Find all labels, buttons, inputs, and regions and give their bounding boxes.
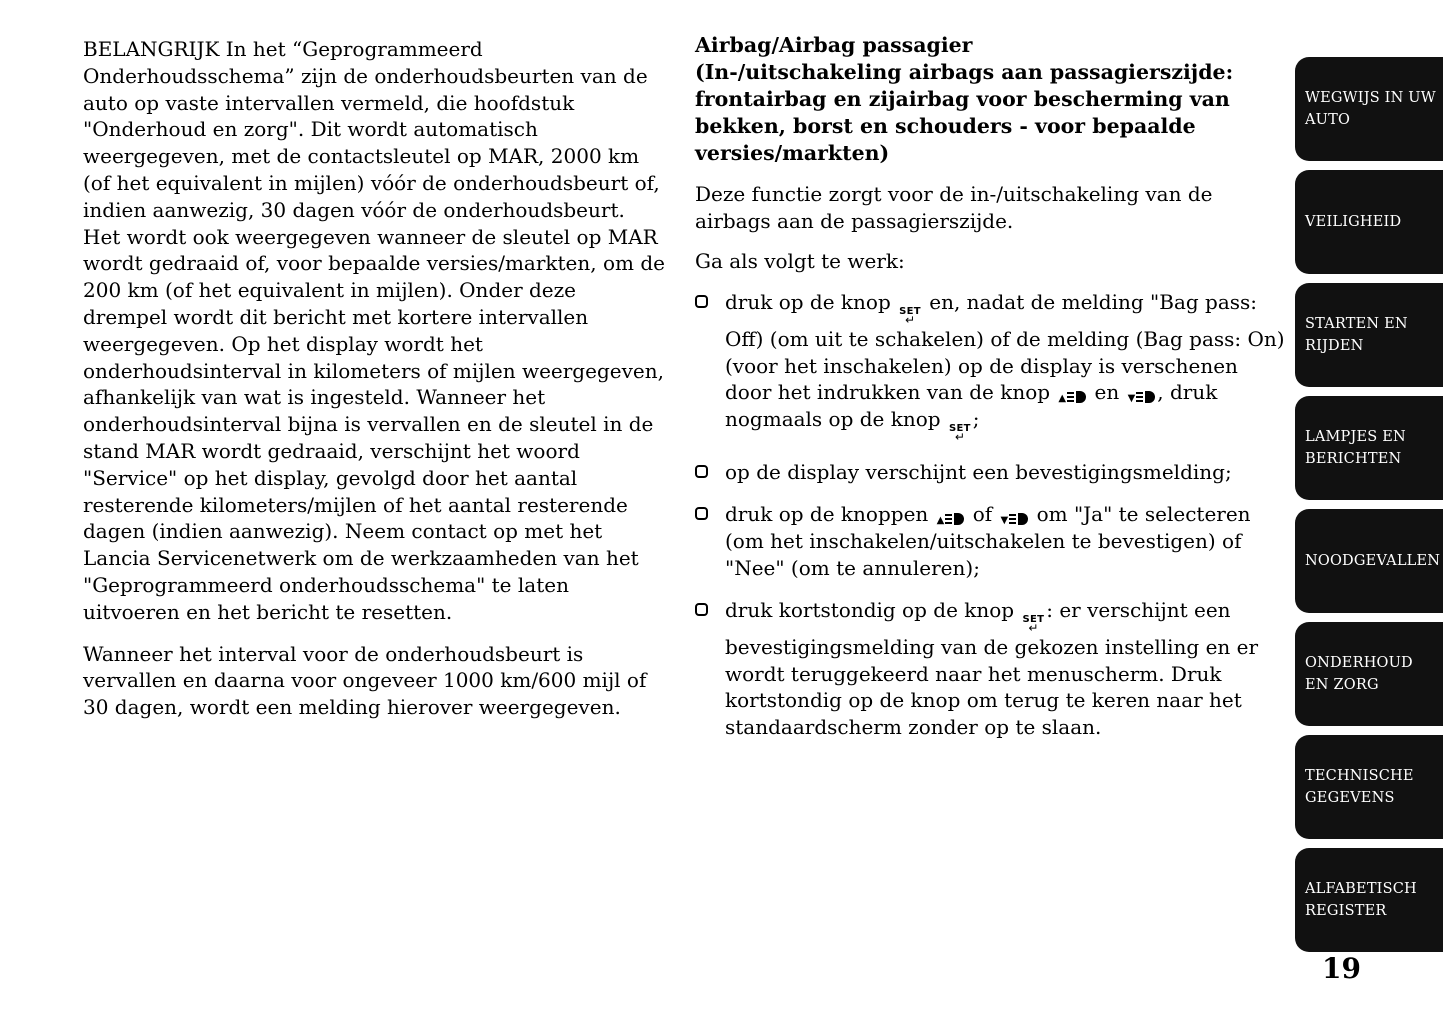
bullet-square-icon [695,465,708,478]
paragraph-interval-expired: Wanneer het interval voor de onderhoudsbeurt is vervallen en daarna voor ongeveer 1000 km/600 mijl of 30 dagen, wordt een melding hierover weergegeven. [83,641,647,720]
chapter-tab-sidebar [1295,57,1445,961]
page-number: 19 [1322,952,1361,985]
headlight-up-icon: ▲ [1058,390,1086,404]
bullet-text: op de display verschijnt een bevestigingsmelding; [725,459,1232,484]
bullet-text: en, nadat de melding "Bag pass: Off) (om uit te schakelen) of de melding (Bag pass: On) (voor het inschakelen) op de display is verschenen door het indrukken van de knop [725,290,1285,405]
bullet-text: : er verschijnt een bevestigingsmelding van de gekozen instelling en er wordt teruggekeerd naar het menuscherm. Druk kortstondig op de knop om terug te keren naar het standaardscherm zonder op te slaan. [725,598,1259,739]
sidebar-tab-technische-gegevens: TECHNISCHE GEGEVENS [1295,735,1443,839]
bullet-square-icon [695,507,708,520]
bullet-text: ; [972,406,980,431]
sidebar-tab-onderhoud-en-zorg: ONDERHOUD EN ZORG [1295,622,1443,726]
set-button-icon: SET ↵ [899,306,921,328]
sidebar-tab-alfabetisch-register: ALFABETISCH REGISTER [1295,848,1443,952]
bullet-text: om "Ja" te selecteren (om het inschakelen/uitschakelen te bevestigen) of "Nee" (om te annuleren); [725,502,1251,580]
headlight-down-icon: ▼ [1001,512,1029,526]
bullet-square-icon [695,295,708,308]
sidebar-tab-veiligheid: VEILIGHEID [1295,170,1443,274]
set-button-icon: SET ↵ [1022,614,1045,636]
list-item [695,289,1285,443]
section-heading [695,32,1285,167]
list-item [695,459,1285,486]
sidebar-tab-noodgevallen: NOODGEVALLEN [1295,509,1443,613]
right-column [695,32,1285,757]
left-column [83,36,665,736]
sidebar-tab-starten-en-rijden: STARTEN EN RIJDEN [1295,283,1443,387]
steps-label: Ga als volgt te werk: [695,249,905,274]
bullet-text: en [1094,380,1120,405]
headlight-down-icon: ▼ [1128,390,1156,404]
bullet-text: druk op de knop [725,290,891,315]
bullet-text: druk kortstondig op de knop [725,598,1015,623]
intro-paragraph: Deze functie zorgt voor de in-/uitschakeling van de airbags aan de passagierszijde. [695,182,1213,233]
bullet-text: druk op de knoppen [725,502,929,527]
paragraph-maintenance-schedule: BELANGRIJK In het “Geprogrammeerd Onderhoudsschema” zijn de onderhoudsbeurten van de auto op vaste intervallen vermeld, die hoofdstuk "Onderhoud en zorg". Dit wordt automatisch weergegeven, met de contactsleutel op MAR, 2000 km (of het equivalent in mijlen) vóór de onderhoudsbeurt of, indien aanwezig, 30 dagen vóór de onderhoudsbeurt. Het wordt ook weergegeven wanneer de sleutel op MAR wordt gedraaid of, voor bepaalde versies/markten, om de 200 km (of het equivalent in mijlen). Onder deze drempel wordt dit bericht met kortere intervallen weergegeven. Op het display wordt het onderhoudsinterval in kilometers of mijlen weergegeven, afhankelijk van wat is ingesteld. Wanneer het onderhoudsinterval bijna is vervallen en de sleutel in de stand MAR wordt gedraaid, verschijnt het woord "Service" op het display, gevolgd door het aantal resterende kilometers/mijlen of het aantal resterende dagen (indien aanwezig). Neem contact op met het Lancia Servicenetwerk om de werkzaamheden van het "Geprogrammeerd onderhoudsschema" te laten uitvoeren en het bericht te resetten. [83,37,665,624]
list-item [695,501,1285,581]
heading-subtitle: (In-/uitschakeling airbags aan passagierszijde: frontairbag en zijairbag voor bescherming van bekken, borst en schouders - voor bepaalde versies/markten) [695,60,1234,166]
bullet-square-icon [695,603,708,616]
sidebar-tab-lampjes-en-berichten: LAMPJES EN BERICHTEN [1295,396,1443,500]
set-button-icon: SET ↵ [948,422,971,444]
bullet-text: , druk nogmaals op de knop [725,380,1218,431]
heading-title: Airbag/Airbag passagier [695,33,973,57]
sidebar-tab-wegwijs-in-uw-auto: WEGWIJS IN UW AUTO [1295,57,1443,161]
bullet-text: of [972,502,993,527]
headlight-up-icon: ▲ [937,512,965,526]
list-item [695,597,1285,740]
